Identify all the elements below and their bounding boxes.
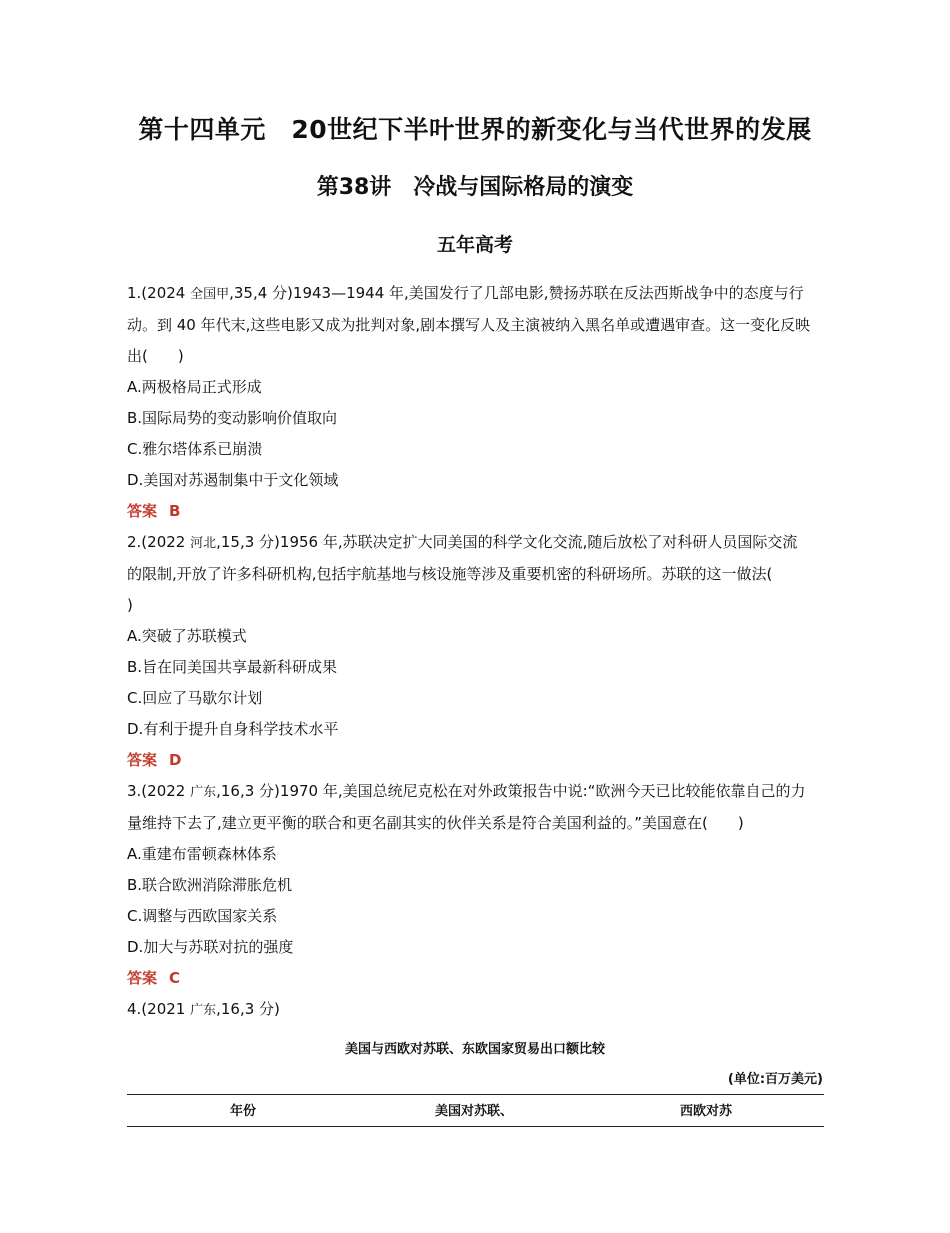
answer-option: B.旨在同美国共享最新科研成果 [127, 658, 338, 676]
stem-text: ,16,3 分)1970 年,美国总统尼克松在对外政策报告中说:“欧洲今天已比较能依靠自己的力 [216, 782, 806, 800]
question-stem-line [127, 776, 827, 808]
table-top-rule [127, 1094, 824, 1095]
question-stem-line [127, 278, 827, 310]
stem-text: 1.(2024 [127, 284, 191, 302]
answer-option: B.国际局势的变动影响价值取向 [127, 409, 338, 427]
answer-option: B.联合欧洲消除滞胀危机 [127, 876, 293, 894]
answer-option: D.加大与苏联对抗的强度 [127, 938, 294, 956]
table-header-cell: 西欧对苏 [680, 1104, 733, 1119]
answer-value: D [169, 751, 182, 769]
answer-option: A.重建布雷顿森林体系 [127, 845, 277, 863]
questions-body [127, 278, 827, 1026]
stem-text: 3.(2022 [127, 782, 191, 800]
stem-text: ,16,3 分) [216, 1000, 280, 1018]
question-stem-line [127, 341, 827, 372]
unit-title: 第十四单元 20世纪下半叶世界的新变化与当代世界的发展 [138, 115, 812, 144]
answer-option: C.调整与西欧国家关系 [127, 907, 278, 925]
answer-line [127, 496, 827, 527]
stem-text: 2.(2022 [127, 533, 191, 551]
stem-text: 量维持下去了,建立更平衡的联合和更名副其实的伙伴关系是符合美国利益的。”美国意在( ) [127, 814, 744, 832]
question-stem-line [127, 994, 827, 1026]
stem-text: 出( ) [127, 347, 184, 365]
table-header-cell: 美国对苏联、 [435, 1104, 514, 1119]
exam-source: 全国甲 [190, 287, 230, 302]
answer-label: 答案 [127, 502, 158, 520]
exam-source: 河北 [190, 536, 217, 551]
stem-text: ,15,3 分)1956 年,苏联决定扩大同美国的科学文化交流,随后放松了对科研人员国际交流 [216, 533, 798, 551]
answer-label: 答案 [127, 751, 158, 769]
answer-option: C.回应了马歇尔计划 [127, 689, 263, 707]
answer-option: C.雅尔塔体系已崩溃 [127, 440, 263, 458]
answer-value: C [169, 969, 181, 987]
question-stem-line [127, 559, 827, 590]
question-stem-line [127, 808, 827, 839]
answer-value: B [169, 502, 181, 520]
answer-option: A.两极格局正式形成 [127, 378, 262, 396]
answer-option: D.有利于提升自身科学技术水平 [127, 720, 339, 738]
stem-text: ) [127, 596, 133, 614]
lesson-title: 第38讲 冷战与国际格局的演变 [316, 175, 634, 200]
exam-source: 广东 [190, 1003, 217, 1018]
stem-text: 4.(2021 [127, 1000, 191, 1018]
stem-text: ,35,4 分)1943—1944 年,美国发行了几部电影,赞扬苏联在反法西斯战争中的态度与行 [229, 284, 804, 302]
stem-text: 动。到 40 年代末,这些电影又成为批判对象,剧本撰写人及主演被纳入黑名单或遭遇审查。这一变化反映 [127, 316, 811, 334]
table-header-rule [127, 1126, 824, 1127]
table-header-cell: 年份 [230, 1104, 257, 1119]
answer-option: A.突破了苏联模式 [127, 627, 247, 645]
question-stem-line [127, 527, 827, 559]
answer-line [127, 963, 827, 994]
question-stem-line [127, 310, 827, 341]
answer-label: 答案 [127, 969, 158, 987]
section-title: 五年高考 [436, 234, 513, 256]
answer-option: D.美国对苏遏制集中于文化领域 [127, 471, 339, 489]
table-unit: (单位:百万美元) [727, 1072, 823, 1087]
exam-source: 广东 [190, 785, 217, 800]
question-stem-line [127, 590, 827, 621]
answer-line [127, 745, 827, 776]
stem-text: 的限制,开放了许多科研机构,包括宇航基地与核设施等涉及重要机密的科研场所。苏联的这一做法( [127, 565, 773, 583]
table-caption: 美国与西欧对苏联、东欧国家贸易出口额比较 [344, 1042, 605, 1057]
